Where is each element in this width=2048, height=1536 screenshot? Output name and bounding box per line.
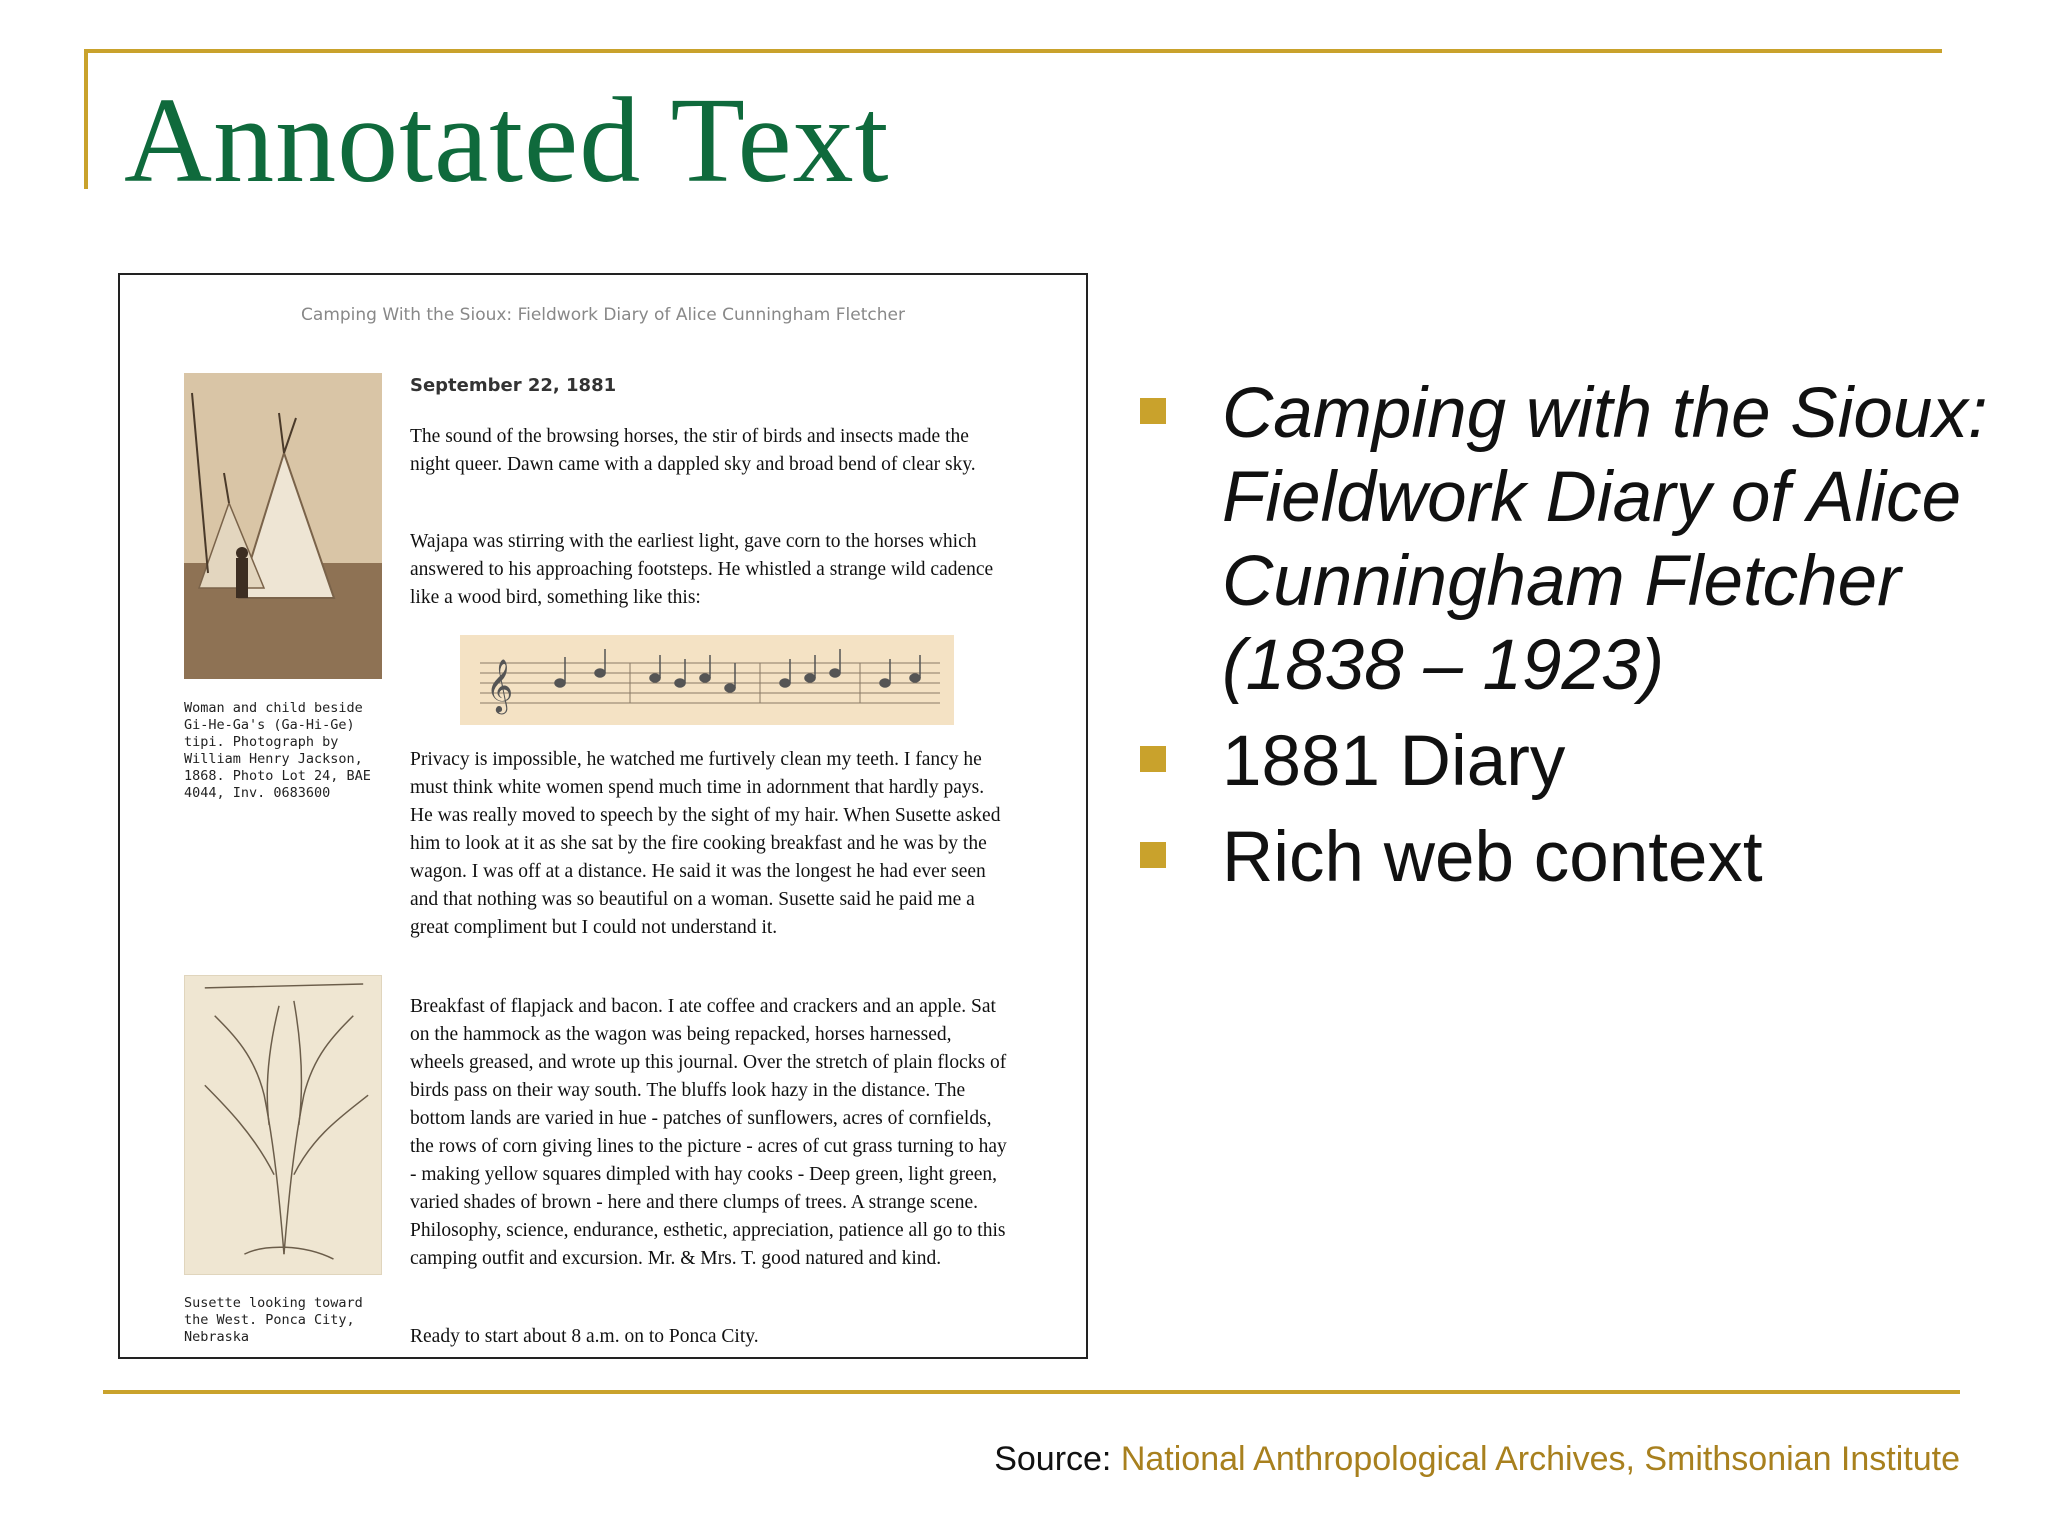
tipi-photo-caption: Woman and child beside Gi-He-Ga's (Ga-Hi-Ge) tipi. Photograph by William Henry Jackson, 1868. Photo Lot 24, BAE 4044, Inv. 0683600 bbox=[184, 700, 371, 801]
diary-paragraph: Breakfast of flapjack and bacon. I ate coffee and crackers and an apple. Sat on the hammock as the wagon was being repacked, horses harnessed, wheels greased, and wrote up this journal. Over the stretch of plain flocks of birds pass on their way south. The bluffs look hazy in the distance. The bottom lands are varied in hue - patches of sunflowers, acres of cornfields, the rows of corn giving lines to the picture - acres of cut grass turning to hay - making yellow squares dimpled with hay cooks - Deep green, light green, varied shades of brown - here and there clumps of trees. A strange scene. Philosophy, science, endurance, esthetic, appreciation, patience all go to this camping outfit and excursion. Mr. & Mrs. T. good natured and kind. bbox=[410, 996, 1007, 1269]
tree-sketch-caption: Susette looking toward the West. Ponca City, Nebraska bbox=[184, 1295, 363, 1345]
top-rule bbox=[84, 49, 1942, 53]
svg-text:𝄞: 𝄞 bbox=[486, 658, 514, 712]
diary-paragraph: Ready to start about 8 a.m. on to Ponca City. bbox=[410, 1326, 759, 1347]
source-line bbox=[994, 1440, 1960, 1479]
bullet-text: Camping with the Sioux: Fieldwork Diary of Alice Cunningham Fletcher (1838 – 1923) bbox=[1222, 374, 1988, 705]
tree-sketch bbox=[184, 975, 382, 1275]
diary-paragraph: Privacy is impossible, he watched me furtively clean my teeth. I fancy he must think white women spend much time in adornment that hardly pays. He was really moved to speech by the sight of my hair. When Susette asked him to look at it as she sat by the fire cooking breakfast and he was by the wagon. I was off at a distance. He said it was the longest he had ever seen and that nothing was so beautiful on a woman. Susette said he paid me a great compliment but I could not understand it. bbox=[410, 749, 1001, 938]
music-notation-image bbox=[460, 635, 954, 725]
bottom-rule bbox=[103, 1390, 1960, 1394]
diary-date: September 22, 1881 bbox=[410, 375, 617, 396]
left-rule bbox=[84, 49, 88, 189]
diary-paragraph: Wajapa was stirring with the earliest light, gave corn to the horses which answered to his approaching footsteps. He whistled a strange wild cadence like a wood bird, something like this: bbox=[410, 531, 994, 608]
diary-header: Camping With the Sioux: Fieldwork Diary of Alice Cunningham Fletcher bbox=[301, 305, 905, 325]
square-bullet-icon bbox=[1140, 842, 1166, 868]
bullet-item bbox=[1140, 816, 2040, 900]
bullet-item bbox=[1140, 720, 2040, 804]
diary-screenshot bbox=[118, 273, 1088, 1359]
bullet-list bbox=[1140, 372, 2040, 912]
tipi-photo bbox=[184, 373, 382, 679]
diary-paragraph: The sound of the browsing horses, the stir of birds and insects made the night queer. Dawn came with a dappled sky and broad bend of clear sky. bbox=[410, 426, 976, 475]
bullet-text: 1881 Diary bbox=[1222, 722, 1566, 801]
square-bullet-icon bbox=[1140, 746, 1166, 772]
source-link[interactable]: National Anthropological Archives, Smithsonian Institute bbox=[1120, 1440, 1960, 1478]
bullet-item bbox=[1140, 372, 2040, 708]
slide-title: Annotated Text bbox=[124, 73, 890, 208]
bullet-text: Rich web context bbox=[1222, 818, 1763, 897]
source-label: Source: bbox=[994, 1440, 1112, 1478]
square-bullet-icon bbox=[1140, 398, 1166, 424]
